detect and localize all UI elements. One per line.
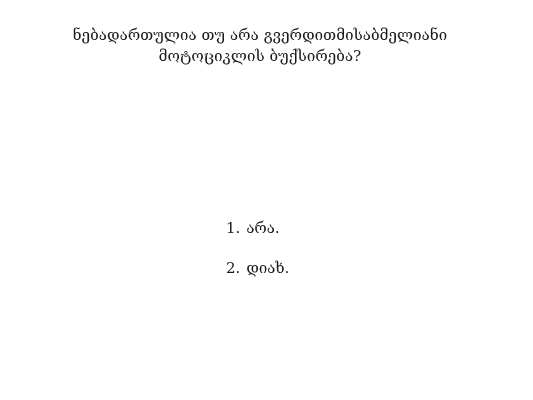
answer-option-2[interactable] [226,258,289,279]
question-line-2: მოტოციკლის ბუქსირება? [158,47,362,65]
answer-text: არა. [246,219,280,237]
question-line-1: ნებადართულია თუ არა გვერდითმისაბმელიანი [72,26,448,44]
question-text [60,25,460,67]
answer-option-1[interactable] [226,218,289,239]
answer-text: დიახ. [246,259,290,277]
answer-number: 1. [226,219,241,237]
answer-number: 2. [226,259,241,277]
answer-list [226,218,289,298]
